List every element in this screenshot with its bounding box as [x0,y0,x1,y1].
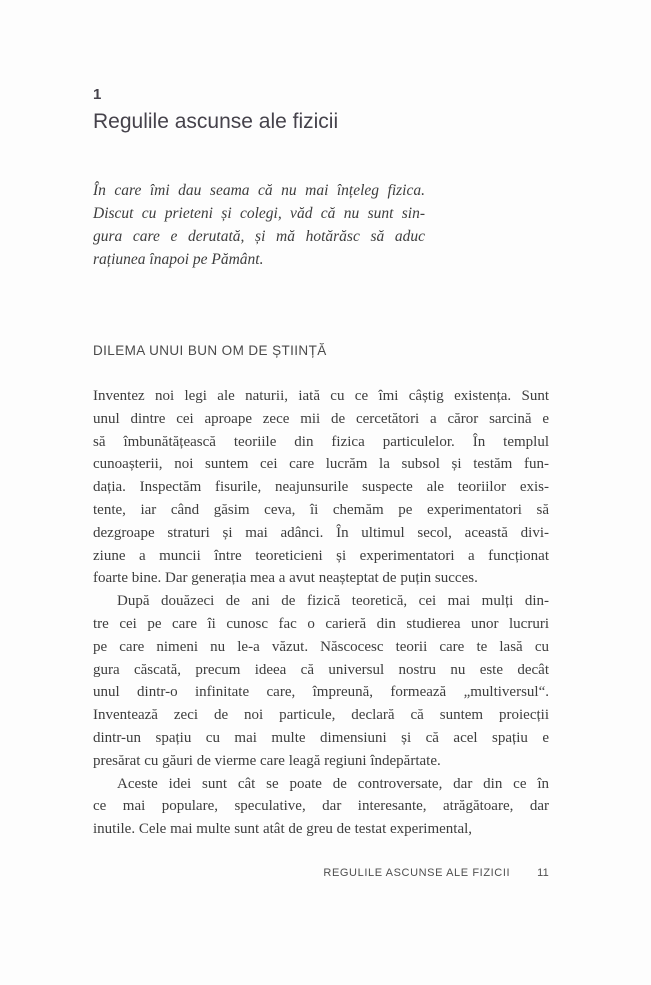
body-paragraph-3 [93,773,549,841]
text-line: Discut cu prieteni și colegi, văd că nu sunt sin- [93,205,425,223]
text-line: dația. Inspectăm fisurile, neajunsurile suspecte ale teoriilor exis- [93,479,549,496]
text-line: După douăzeci de ani de fizică teoretică, cei mai mulți din- [117,593,549,610]
text-line: Inventez noi legi ale naturii, iată cu ce îmi câștig existența. Sunt [93,387,549,404]
text-line: ziune a muncii între teoreticieni și experimentatori a funcționat [93,547,549,564]
text-line: ce mai populare, speculative, dar interesante, atrăgătoare, dar [93,798,549,815]
text-line: să îmbunătățească teoriile din fizica particulelor. În templul [93,433,549,450]
text-line: unul dintre cei aproape zece mii de cercetători a căror sarcină e [93,410,549,427]
text-line: gura care e derutată, și mă hotărăsc să aduc [93,227,425,245]
text-line: dezgroape straturi și mai adânci. În ultimul secol, această divi- [93,524,549,541]
chapter-number: 1 [93,86,102,103]
text-line: cunoașterii, noi suntem cei care lucrăm la subsol și testăm fun- [93,456,549,473]
section-heading: DILEMA UNUI BUN OM DE ȘTIINȚĂ [93,343,327,359]
page-number: 11 [537,867,549,879]
text-line: inutile. Cele mai multe sunt atât de greu de testat experimental, [93,821,473,838]
text-line: pe care nimeni nu le-a văzut. Născocesc teorii care te lasă cu [93,638,549,655]
text-block [93,0,549,841]
text-line: În care îmi dau seama că nu mai înțeleg fizica. [93,182,425,200]
page-footer [93,867,549,879]
chapter-title: Regulile ascunse ale fizicii [93,110,339,133]
text-line: foarte bine. Dar generația mea a avut neașteptat de puțin succes. [93,570,478,587]
text-line: Inventează zeci de noi particule, declară că suntem proiecții [93,707,549,724]
body-paragraph-1 [93,385,549,590]
text-line: tente, iar când găsim ceva, îi chemăm pe experimentatori să [93,501,549,518]
text-line: Aceste idei sunt cât se poate de controversate, dar din ce în [117,775,549,792]
text-line: dintr-un spațiu cu mai multe dimensiuni și că acel spațiu e [93,729,549,746]
text-line: unul dintr-o infinitate care, împreună, formează „multiversul“. [93,684,549,701]
running-title: REGULILE ASCUNSE ALE FIZICII [323,867,511,879]
body-paragraph-2 [93,590,549,772]
text-line: presărat cu găuri de vierme care leagă regiuni îndepărtate. [93,752,441,769]
epigraph [93,180,425,271]
body-text [93,385,549,841]
text-line: rațiunea înapoi pe Pământ. [93,250,264,268]
text-line: tre cei pe care îi cunosc fac o carieră din studierea unor lucruri [93,615,549,632]
text-line: gura căscată, precum ideea că universul nostru nu este decât [93,661,549,678]
